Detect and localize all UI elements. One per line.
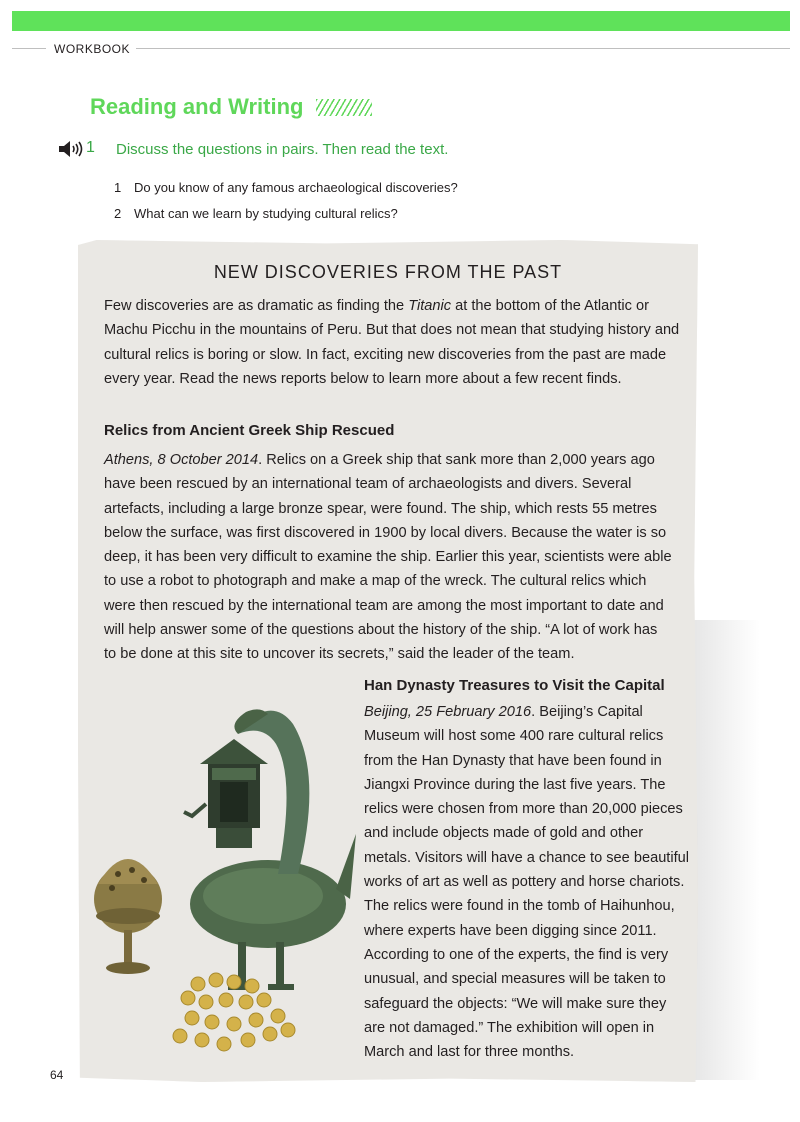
report1-line: were then rescued by the international team are among the most important to date and [104, 597, 664, 614]
report2-line: The relics were found in the tomb of Haihunhou, [364, 898, 675, 915]
report1-line: artefacts, including a large bronze spear, were found. The ship, which rests 55 metres [104, 500, 657, 517]
report2-text: . Beijing’s Capital [531, 704, 643, 720]
question-text: What can we learn by studying cultural relics? [134, 206, 398, 221]
question-number: 2 [114, 206, 122, 221]
article-title: NEW DISCOVERIES FROM THE PAST [213, 262, 563, 282]
question-text: Do you know of any famous archaeological discoveries? [134, 180, 458, 195]
report1-line: deep, it has been very difficult to examine the ship. Earlier this year, scientists were able [104, 549, 672, 566]
report2-dateline: Beijing, 25 February 2016 [364, 704, 532, 720]
top-color-bar [12, 11, 790, 31]
report1-line: have been rescued by an international team of archaeologists and divers. Several [104, 476, 632, 493]
hatch-decoration [316, 99, 372, 116]
audio-speaker-icon[interactable] [58, 140, 84, 158]
workbook-label: WORKBOOK [54, 42, 131, 56]
intro-line: Machu Picchu in the mountains of Peru. But that does not mean that studying history and [104, 322, 680, 339]
question-number: 1 [114, 180, 122, 195]
header-rule-right [136, 48, 790, 49]
report2-line: Museum will host some 400 rare cultural relics [364, 728, 664, 745]
report2-line: from the Han Dynasty that have been found in [364, 752, 662, 769]
report1-line: will help answer some of the questions about the history of the ship. “A lot of work has [104, 622, 658, 639]
report1-dateline: Athens, 8 October 2014 [104, 452, 259, 468]
report1-line: to use a robot to photograph and make a map of the wreck. The cultural relics which [104, 573, 647, 590]
report2-line: According to one of the experts, the find is very [364, 946, 669, 963]
report2-line: March and last for three months. [364, 1044, 575, 1061]
page-number: 64 [50, 1068, 64, 1082]
intro-line: cultural relics is boring or slow. In fact, exciting new discoveries from the past are made [104, 346, 667, 363]
question-item [114, 206, 398, 221]
question-item [114, 180, 458, 195]
report2-line: relics were chosen from more than 20,000 pieces [364, 801, 683, 818]
intro-text: at the bottom of the Atlantic or [451, 298, 649, 314]
exercise-number: 1 [86, 139, 95, 156]
report2-line: Jiangxi Province during the last five years. The [364, 776, 666, 793]
report1-line: to be done at this site to uncover its secrets,” said the leader of the team. [104, 646, 575, 663]
report2-heading: Han Dynasty Treasures to Visit the Capital [364, 677, 665, 694]
report2-line: are not damaged.” The exhibition will open in [364, 1019, 655, 1036]
report2-line: unusual, and special measures will be taken to [364, 971, 666, 988]
intro-line: every year. Read the news reports below to learn more about a few recent finds. [104, 370, 622, 387]
header-rule-left [12, 48, 46, 49]
report2-line: safeguard the objects: “We will make sure they [364, 995, 667, 1012]
exercise-instruction: Discuss the questions in pairs. Then read the text. [116, 141, 449, 158]
report2-line: and include objects made of gold and other [364, 825, 644, 842]
report1-line: below the surface, was first discovered in 1900 by local divers. Because the water is so [104, 524, 667, 541]
report1-heading: Relics from Ancient Greek Ship Rescued [104, 422, 395, 439]
report2-line: works of art as well as pottery and horse chariots. [364, 874, 685, 891]
article-intro [104, 294, 694, 391]
intro-italic: Titanic [408, 298, 452, 314]
paper-shadow [690, 620, 760, 1080]
report2-line: metals. Visitors will have a chance to see beautiful [364, 849, 690, 866]
report1-body [104, 448, 698, 667]
intro-text: Few discoveries are as dramatic as finding the [104, 298, 409, 314]
report2-line: where experts have been digging since 2011. [364, 922, 657, 939]
report2-body [364, 700, 698, 1064]
han-dynasty-artifacts-image [88, 684, 358, 1064]
report1-text: . Relics on a Greek ship that sank more than 2,000 years ago [258, 452, 655, 468]
section-title: Reading and Writing [90, 94, 304, 119]
